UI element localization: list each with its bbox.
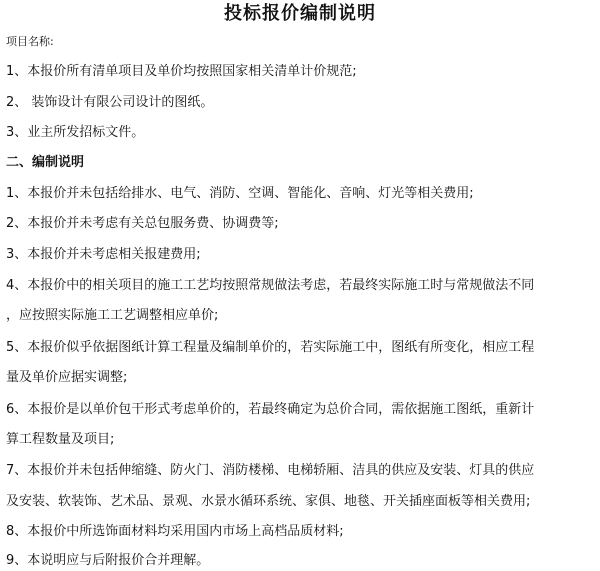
note-line: 6、本报价是以单价包干形式考虑单价的，若最终确定为总价合同，需依据施工图纸，重新计 [6, 402, 535, 417]
note-line: ，应按照实际施工工艺调整相应单价; [6, 308, 219, 323]
note-line: 5、本报价似乎依据图纸计算工程量及编制单价的，若实际施工中，图纸有所变化，相应工程 [6, 340, 535, 355]
section-heading: 二、编制说明 [6, 155, 85, 170]
note-line: 算工程数量及项目; [6, 432, 115, 447]
note-line: 8、本报价中所选饰面材料均采用国内市场上高档品质材料; [6, 524, 344, 539]
note-line: 量及单价应据实调整; [6, 370, 128, 385]
note-line: 7、本报价并未包括伸缩缝、防火门、消防楼梯、电梯轿厢、洁具的供应及安装、灯具的供应 [6, 463, 535, 478]
note-line: 4、本报价中的相关项目的施工工艺均按照常规做法考虑，若最终实际施工时与常规做法不同 [6, 278, 535, 293]
basis-item-1: 1、本报价所有清单项目及单价均按照国家相关清单计价规范; [6, 64, 357, 79]
note-line: 及安装、软装饰、艺术品、景观、水景水循环系统、家俱、地毯、开关插座面板等相关费用; [6, 494, 531, 509]
project-name-label: 项目名称: [6, 35, 54, 48]
note-line: 1、本报价并未包括给排水、电气、消防、空调、智能化、音响、灯光等相关费用; [6, 186, 474, 201]
note-line: 9、本说明应与后附报价合并理解。 [6, 553, 210, 568]
basis-item-2: 2、 装饰设计有限公司设计的图纸。 [6, 95, 214, 110]
document-title: 投标报价编制说明 [224, 3, 376, 24]
note-line: 3、本报价并未考虑相关报建费用; [6, 247, 201, 262]
basis-item-3: 3、业主所发招标文件。 [6, 125, 145, 140]
note-line: 2、本报价并未考虑有关总包服务费、协调费等; [6, 216, 279, 231]
